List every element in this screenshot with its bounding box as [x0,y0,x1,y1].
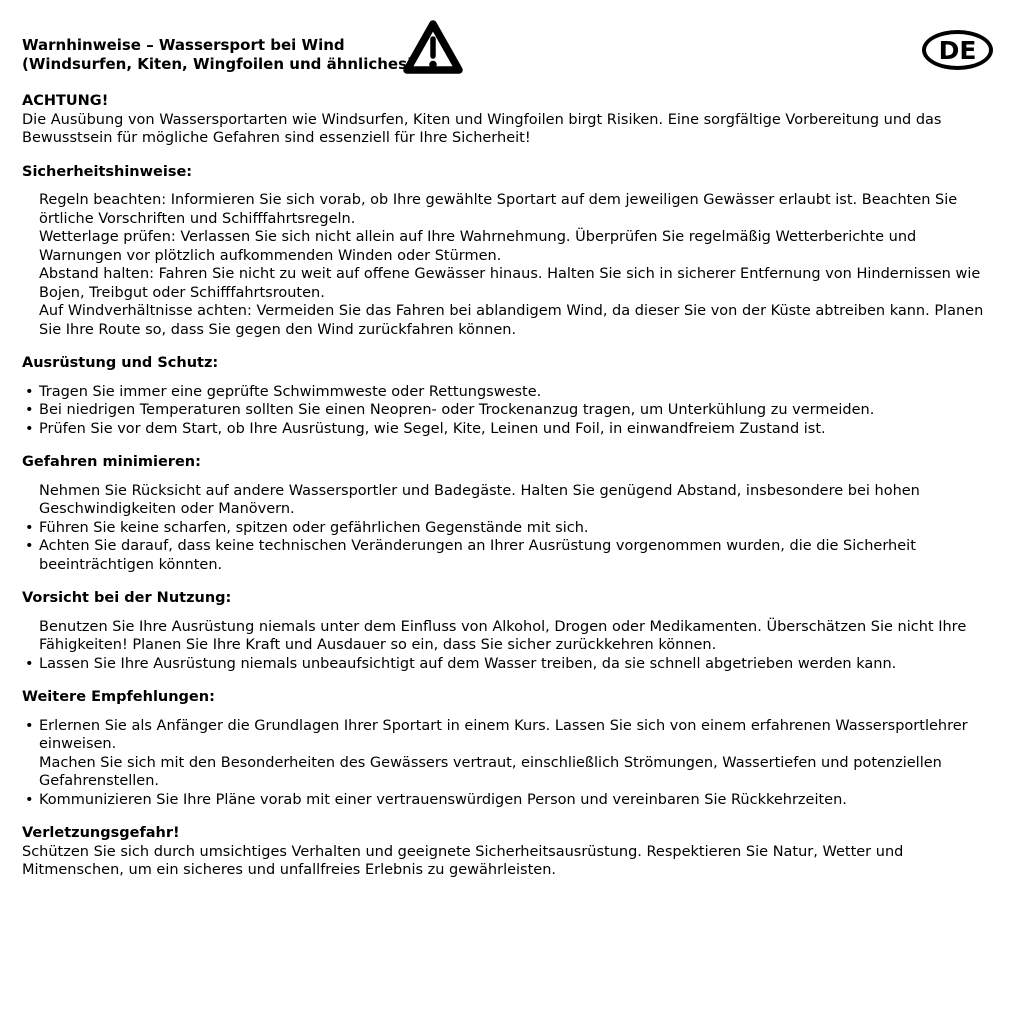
list-item-text: Bei niedrigen Temperaturen sollten Sie einen Neopren- oder Trockenanzug tragen, um Unterkühlung zu vermeiden. [39,402,875,418]
section-gefahren-minimieren [22,453,990,574]
title-line-1: Warnhinweise – Wassersport bei Wind [22,36,345,54]
section-sicherheitshinweise [22,163,990,340]
list-item-text: Machen Sie sich mit den Besonderheiten des Gewässers vertraut, einschließlich Strömungen, Wassertiefen und potenziellen Gefahrenstellen. [39,754,942,789]
section-vorsicht-bei-der-nutzung [22,589,990,673]
section-verletzungsgefahr [22,824,990,880]
section-heading: Vorsicht bei der Nutzung: [22,590,232,606]
list-item [22,228,990,265]
list-item [22,754,990,791]
list-item-text: Prüfen Sie vor dem Start, ob Ihre Ausrüstung, wie Segel, Kite, Leinen und Foil, in einwandfreiem Zustand ist. [39,420,826,437]
list-item-text: Auf Windverhältnisse achten: Vermeiden Sie das Fahren bei ablandigem Wind, da dieser Sie von der Küste abtreiben kann. Planen Sie Ihre Route so, dass Sie gegen den Wind zurückfahren können. [39,303,984,338]
section-heading: ACHTUNG! [22,93,109,109]
list-item [22,717,990,754]
list-item-text: Nehmen Sie Rücksicht auf andere Wassersportler und Badegäste. Halten Sie genügend Abstand, insbesondere bei hohen Geschwindigkeiten oder Manövern. [39,482,920,517]
list-item [22,302,990,339]
section-paragraph: Schützen Sie sich durch umsichtiges Verhalten und geeignete Sicherheitsausrüstung. Respektieren Sie Natur, Wetter und Mitmenschen, um ein sicheres und unfallfreies Erlebnis zu gewährleisten. [22,843,904,878]
warning-triangle-icon [402,17,464,80]
list-item-text: Achten Sie darauf, dass keine technischen Veränderungen an Ihrer Ausrüstung vorgenommen wurden, die die Sicherheit beeinträchtigen könnten. [39,538,916,573]
list-item-text: Tragen Sie immer eine geprüfte Schwimmweste oder Rettungsweste. [39,383,542,400]
item-list [22,717,990,810]
bullet-icon: • [25,791,34,808]
item-list [22,618,990,674]
section-weitere-empfehlungen [22,688,990,809]
bullet-icon: • [25,717,34,734]
list-item-text: Erlernen Sie als Anfänger die Grundlagen Ihrer Sportart in einem Kurs. Lassen Sie sich von einem erfahrenen Wassersportlehrer einweisen. [39,717,968,752]
list-item [22,482,990,519]
language-badge [922,30,993,70]
list-item [22,383,990,402]
section-achtung [22,92,990,148]
item-list [22,482,990,575]
list-item-text: Benutzen Sie Ihre Ausrüstung niemals unter dem Einfluss von Alkohol, Drogen oder Medikamenten. Überschätzen Sie nicht Ihre Fähigkeiten! Planen Sie Ihre Kraft und Ausdauer so ein, dass Sie sicher zurückkehren können. [39,618,967,653]
page-title [22,36,414,73]
section-heading: Weitere Empfehlungen: [22,689,215,705]
language-badge-label: DE [938,35,977,65]
list-item-text: Führen Sie keine scharfen, spitzen oder gefährlichen Gegenstände mit sich. [39,519,589,536]
bullet-icon: • [25,420,34,437]
list-item [22,191,990,228]
section-heading: Gefahren minimieren: [22,454,201,470]
list-item-text: Kommunizieren Sie Ihre Pläne vorab mit einer vertrauenswürdigen Person und vereinbaren Sie Rückkehrzeiten. [39,791,847,808]
section-paragraph: Die Ausübung von Wassersportarten wie Windsurfen, Kiten und Wingfoilen birgt Risiken. Eine sorgfältige Vorbereitung und das Bewusstsein für mögliche Gefahren sind essenziell für Ihre Sicherheit! [22,111,942,146]
bullet-icon: • [25,402,34,418]
list-item [22,401,990,420]
item-list [22,191,990,339]
document-header [0,0,1020,80]
list-item [22,618,990,655]
list-item-text: Abstand halten: Fahren Sie nicht zu weit auf offene Gewässer hinaus. Halten Sie sich in sicherer Entfernung von Hindernissen wie Bojen, Treibgut oder Schifffahrtsrouten. [39,266,981,301]
list-item [22,537,990,574]
bullet-icon: • [25,538,34,554]
item-list [22,383,990,439]
list-item-text: Regeln beachten: Informieren Sie sich vorab, ob Ihre gewählte Sportart auf dem jeweiligen Gewässer erlaubt ist. Beachten Sie örtliche Vorschriften und Schifffahrtsregeln. [39,192,958,227]
list-item [22,655,990,674]
list-item [22,791,990,810]
title-line-2: (Windsurfen, Kiten, Wingfoilen und ähnliches) [22,54,414,73]
list-item-text: Lassen Sie Ihre Ausrüstung niemals unbeaufsichtigt auf dem Wasser treiben, da sie schnell abgetrieben werden kann. [39,655,897,672]
list-item-text: Wetterlage prüfen: Verlassen Sie sich nicht allein auf Ihre Wahrnehmung. Überprüfen Sie regelmäßig Wetterberichte und Warnungen vor plötzlich aufkommenden Winden oder Stürmen. [39,229,917,264]
list-item [22,420,990,439]
bullet-icon: • [25,383,34,400]
list-item [22,265,990,302]
document-content [22,92,990,895]
bullet-icon: • [25,519,34,536]
section-heading: Ausrüstung und Schutz: [22,355,219,371]
list-item [22,519,990,538]
section-heading: Verletzungsgefahr! [22,825,180,841]
bullet-icon: • [25,655,34,672]
section-ausruestung-und-schutz [22,354,990,438]
section-heading: Sicherheitshinweise: [22,163,193,180]
